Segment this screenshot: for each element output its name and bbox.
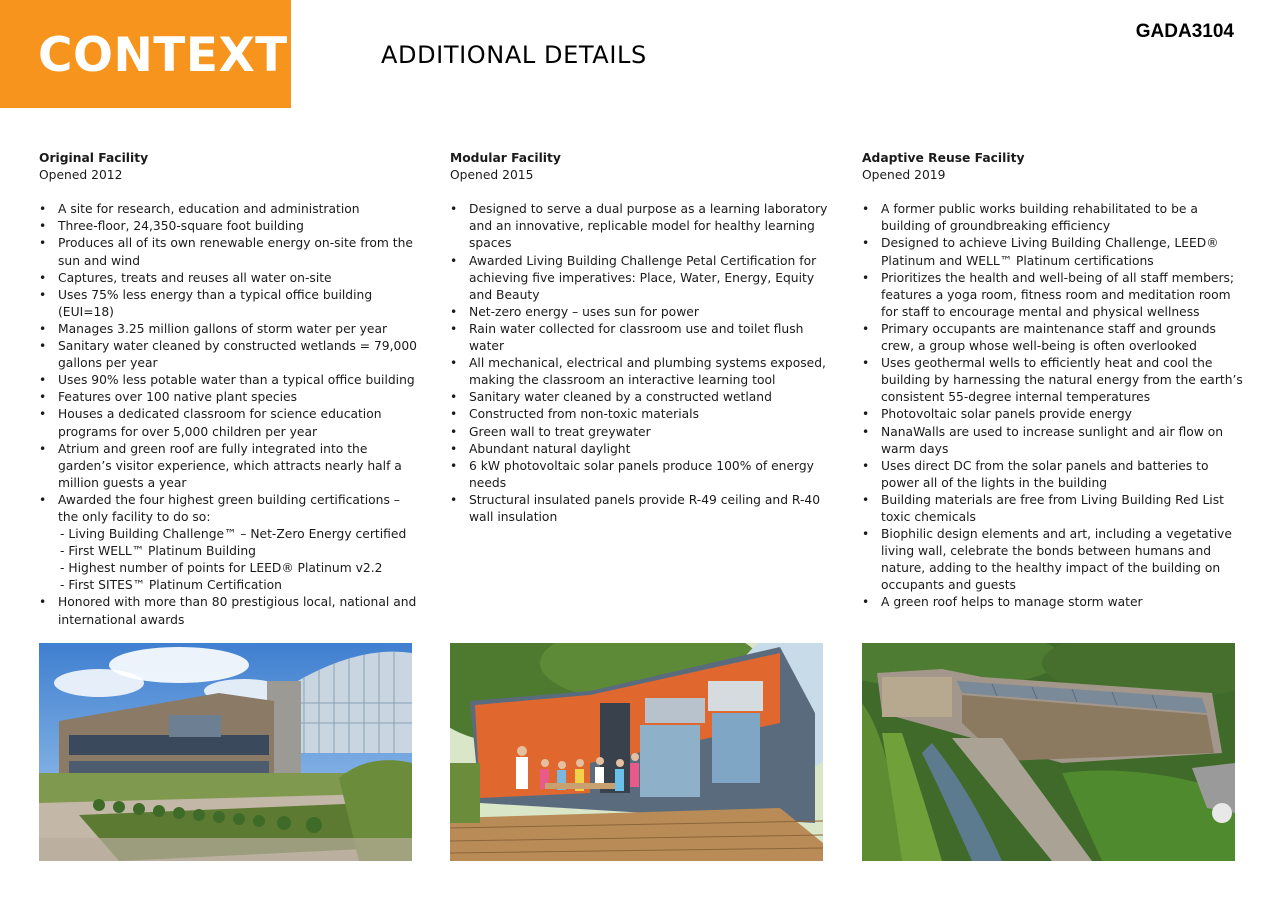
adaptive-reuse-facility-photo: [862, 643, 1235, 861]
bullet-text: Designed to achieve Living Building Challenge, LEED® Platinum and WELL™ Platinum certifications: [881, 236, 1219, 268]
bullet-item: [862, 458, 1246, 492]
bullet-text: Biophilic design elements and art, including a vegetative living wall, celebrate the bonds between humans and nature, adding to the healthy impact of the building on occupants and guests: [881, 527, 1232, 593]
bullet-item: [862, 406, 1246, 423]
bullet-item: [39, 201, 423, 218]
bullet-text: All mechanical, electrical and plumbing systems exposed, making the classroom an interactive learning tool: [469, 356, 826, 388]
bullet-text: A green roof helps to manage storm water: [881, 595, 1143, 610]
bullet-text: Rain water collected for classroom use and toilet flush water: [469, 321, 804, 354]
bullet-item: [450, 424, 834, 441]
bullet-item: [39, 287, 423, 321]
bullet-item: [39, 270, 423, 287]
certification-sub-item: - Living Building Challenge™ – Net-Zero Energy certified: [60, 527, 407, 542]
column-title: Original Facility: [39, 151, 149, 165]
bullet-text: Uses geothermal wells to efficiently heat and cool the building by harnessing the natural energy from the earth’s consistent 55-degree internal temperatures: [881, 356, 1243, 405]
bullet-item: [450, 406, 834, 423]
column-opened-date: Opened 2015: [450, 168, 534, 183]
bullet-text: Structural insulated panels provide R-49 ceiling and R-40 wall insulation: [469, 492, 821, 524]
bullet-text: Primary occupants are maintenance staff and grounds crew, a group whose well-being is often overlooked: [881, 321, 1216, 354]
bullet-text: Three-floor, 24,350-square foot building: [58, 219, 304, 234]
bullet-item: [39, 441, 423, 492]
bullet-item: [862, 355, 1246, 406]
bullet-item: [39, 218, 423, 235]
bullet-item: [39, 235, 423, 269]
bullet-item: [862, 235, 1246, 269]
certification-sub-item: - First WELL™ Platinum Building: [60, 544, 256, 559]
bullet-item: [450, 355, 834, 389]
bullet-text: Sanitary water cleaned by constructed wetlands = 79,000 gallons per year: [58, 339, 418, 371]
modular-facility-photo: [450, 643, 823, 861]
bullet-text: Uses direct DC from the solar panels and batteries to power all of the lights in the building: [881, 458, 1209, 490]
column-original-facility: [39, 150, 423, 629]
bullet-item: [39, 372, 423, 389]
bullet-item: [862, 424, 1246, 458]
section-tag-label: CONTEXT: [38, 28, 288, 83]
bullet-item: [450, 253, 834, 304]
bullet-text: Abundant natural daylight: [469, 441, 631, 456]
document-code: GADA3104: [1135, 21, 1234, 42]
bullet-list: [450, 201, 834, 526]
column-adaptive-reuse-facility: [862, 150, 1246, 612]
bullet-item: [450, 441, 834, 458]
bullet-text: Uses 75% less energy than a typical office building (EUI=18): [58, 287, 373, 319]
bullet-list: [39, 201, 423, 628]
bullet-item: [450, 458, 834, 492]
bullet-item: [450, 201, 834, 252]
bullet-item: [450, 321, 834, 355]
bullet-item: [862, 270, 1246, 321]
bullet-item: [39, 321, 423, 338]
original-facility-photo: [39, 643, 412, 861]
bullet-text: Building materials are free from Living Building Red List toxic chemicals: [881, 492, 1224, 524]
bullet-text: Prioritizes the health and well-being of all staff members; features a yoga room, fitness room and meditation room for staff to encourage mental and physical wellness: [881, 270, 1235, 319]
bullet-item: [450, 389, 834, 406]
bullet-text: Uses 90% less potable water than a typical office building: [58, 373, 415, 388]
bullet-text: Awarded the four highest green building certifications – the only facility to do so:: [58, 492, 400, 524]
bullet-item: [862, 526, 1246, 594]
bullet-item: [450, 492, 834, 526]
bullet-item: [39, 492, 423, 595]
bullet-text: A site for research, education and administration: [58, 202, 360, 217]
bullet-text: Honored with more than 80 prestigious local, national and international awards: [58, 595, 417, 627]
page-title: ADDITIONAL DETAILS: [381, 41, 647, 69]
bullet-text: Green wall to treat greywater: [469, 424, 651, 439]
bullet-item: [862, 594, 1246, 611]
bullet-text: Atrium and green roof are fully integrated into the garden’s visitor experience, which attracts nearly half a million guests a year: [58, 441, 402, 490]
bullet-item: [39, 338, 423, 372]
column-title: Modular Facility: [450, 151, 561, 165]
section-tag: [0, 0, 291, 108]
bullet-text: Photovoltaic solar panels provide energy: [881, 407, 1132, 422]
bullet-item: [39, 594, 423, 628]
column-opened-date: Opened 2012: [39, 168, 123, 183]
certification-sub-item: - Highest number of points for LEED® Platinum v2.2: [60, 561, 383, 576]
column-modular-facility: [450, 150, 834, 526]
bullet-text: NanaWalls are used to increase sunlight and air flow on warm days: [881, 424, 1224, 456]
bullet-item: [862, 201, 1246, 235]
bullet-text: Captures, treats and reuses all water on-site: [58, 270, 332, 285]
bullet-text: Manages 3.25 million gallons of storm water per year: [58, 321, 388, 336]
bullet-item: [39, 406, 423, 440]
bullet-text: Constructed from non-toxic materials: [469, 407, 699, 422]
bullet-text: 6 kW photovoltaic solar panels produce 100% of energy needs: [469, 458, 814, 490]
bullet-text: Houses a dedicated classroom for science education programs for over 5,000 children per year: [58, 407, 382, 439]
bullet-text: Net-zero energy – uses sun for power: [469, 304, 699, 319]
column-title: Adaptive Reuse Facility: [862, 151, 1025, 165]
bullet-text: Awarded Living Building Challenge Petal Certification for achieving five imperatives: Place, Water, Energy, Equity and Beauty: [469, 253, 817, 302]
bullet-item: [39, 389, 423, 406]
column-opened-date: Opened 2019: [862, 168, 946, 183]
bullet-item: [862, 492, 1246, 526]
certification-sub-item: - First SITES™ Platinum Certification: [60, 578, 282, 593]
bullet-text: A former public works building rehabilitated to be a building of groundbreaking efficiency: [881, 202, 1198, 234]
bullet-text: Produces all of its own renewable energy on-site from the sun and wind: [58, 236, 413, 268]
bullet-text: Features over 100 native plant species: [58, 390, 298, 405]
bullet-list: [862, 201, 1246, 611]
bullet-text: Sanitary water cleaned by a constructed wetland: [469, 390, 772, 405]
bullet-item: [862, 321, 1246, 355]
bullet-text: Designed to serve a dual purpose as a learning laboratory and an innovative, replicable model for healthy learning spaces: [469, 202, 828, 251]
bullet-item: [450, 304, 834, 321]
